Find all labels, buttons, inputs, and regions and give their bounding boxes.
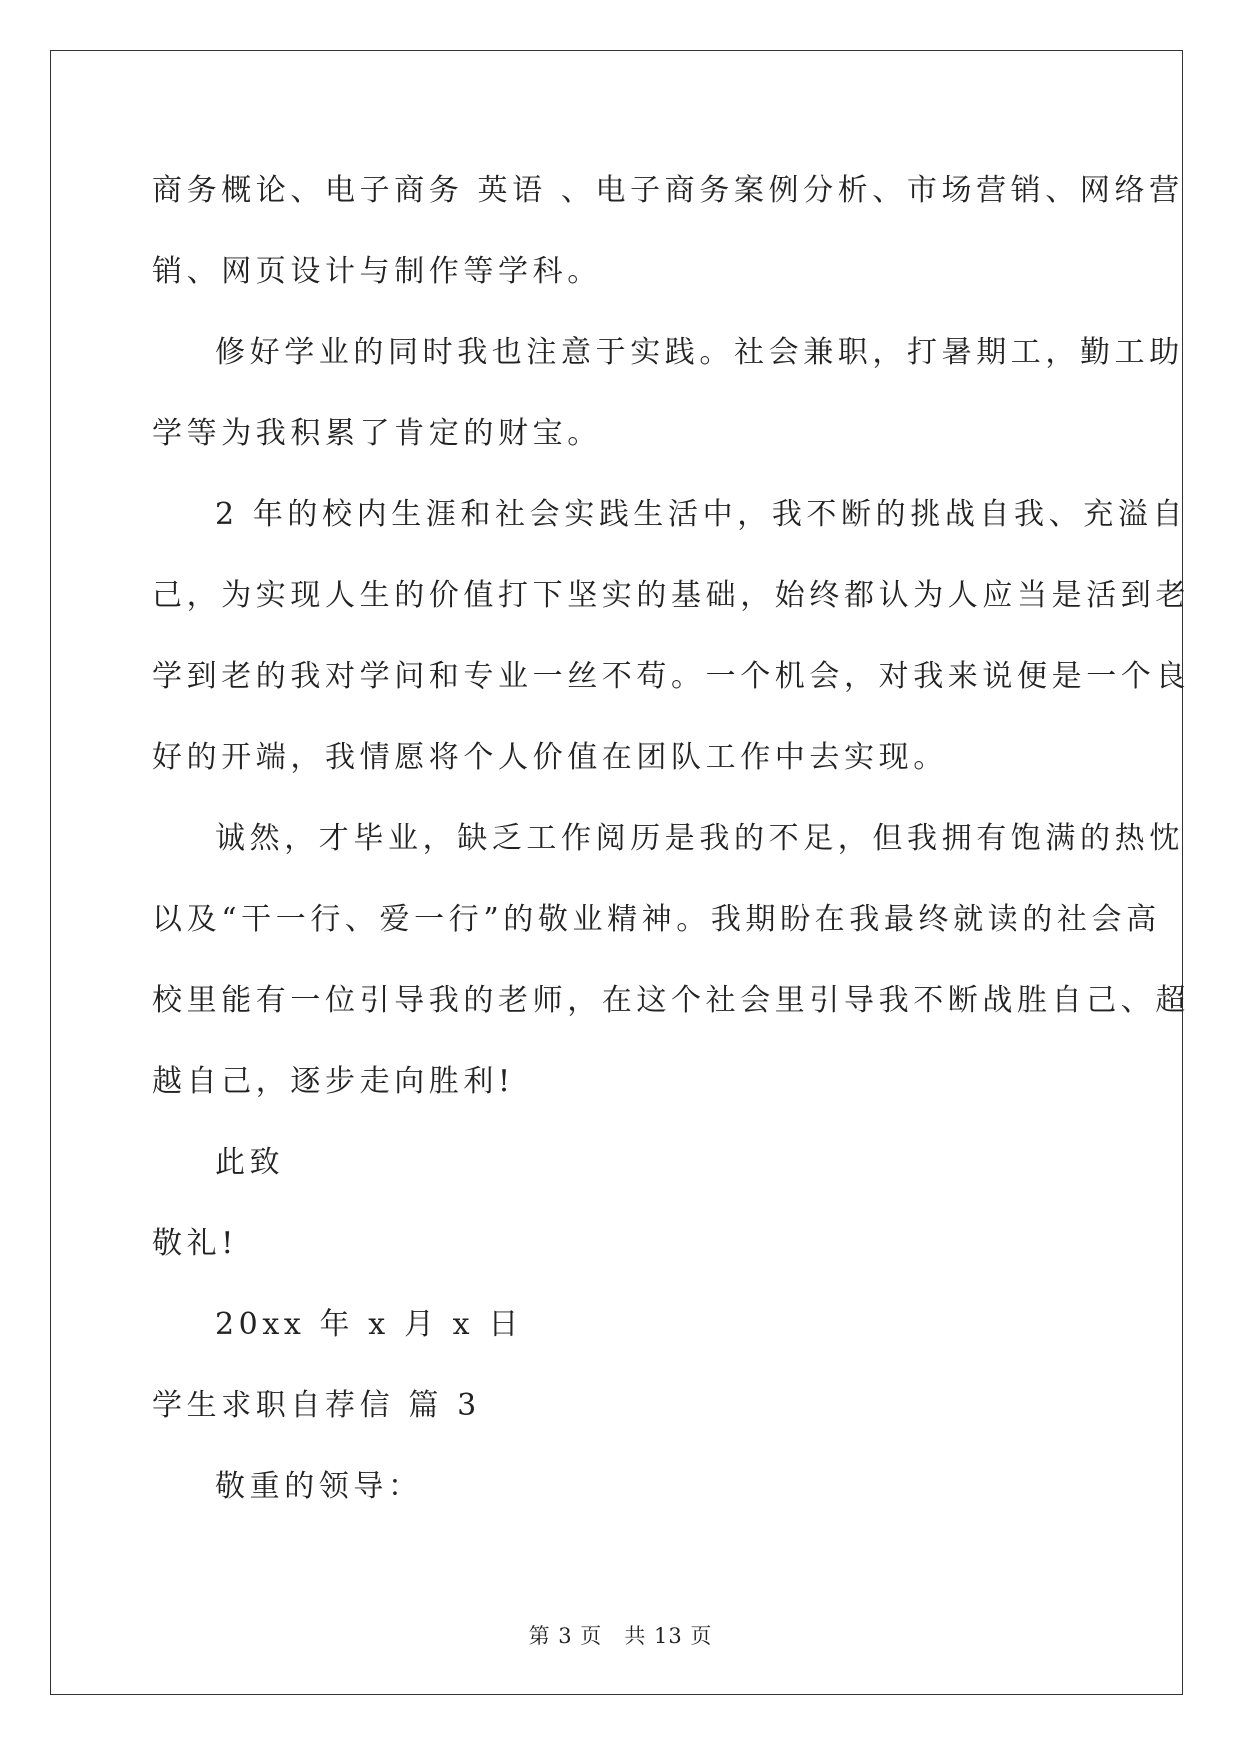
text-line: 商务概论、电子商务 英语 、电子商务案例分析、市场营销、网络营	[152, 173, 1184, 208]
page-number: 第 3 页	[528, 1624, 603, 1648]
text-line: 好的开端，我情愿将个人价值在团队工作中去实现。	[152, 740, 948, 775]
greeting-line: 敬重的领导：	[215, 1469, 423, 1504]
page-footer	[0, 1620, 1241, 1650]
text-line: 2 年的校内生涯和社会实践生活中，我不断的挑战自我、充溢自	[215, 497, 1188, 532]
closing-regards: 敬礼!	[152, 1226, 238, 1261]
document-body	[152, 150, 1190, 1527]
text-line: 修好学业的同时我也注意于实践。社会兼职，打暑期工，勤工助	[215, 335, 1184, 370]
text-line: 诚然，才毕业，缺乏工作阅历是我的不足，但我拥有饱满的热忱	[215, 821, 1184, 856]
text-line: 以及“干一行、爱一行”的敬业精神。我期盼在我最终就读的社会高	[152, 902, 1161, 937]
text-line: 校里能有一位引导我的老师，在这个社会里引导我不断战胜自己、超	[152, 983, 1190, 1018]
page-total: 共 13 页	[624, 1624, 713, 1648]
text-line: 销、网页设计与制作等学科。	[152, 254, 602, 289]
text-line: 学到老的我对学问和专业一丝不苟。一个机会，对我来说便是一个良	[152, 659, 1190, 694]
text-line: 越自己，逐步走向胜利!	[152, 1064, 515, 1099]
text-line: 学等为我积累了肯定的财宝。	[152, 416, 602, 451]
closing-salutation: 此致	[215, 1145, 285, 1180]
text-line: 己，为实现人生的价值打下坚实的基础，始终都认为人应当是活到老	[152, 578, 1190, 613]
section-heading: 学生求职自荐信 篇 3	[152, 1388, 481, 1423]
date-line: 20xx 年 x 月 x 日	[215, 1307, 523, 1342]
